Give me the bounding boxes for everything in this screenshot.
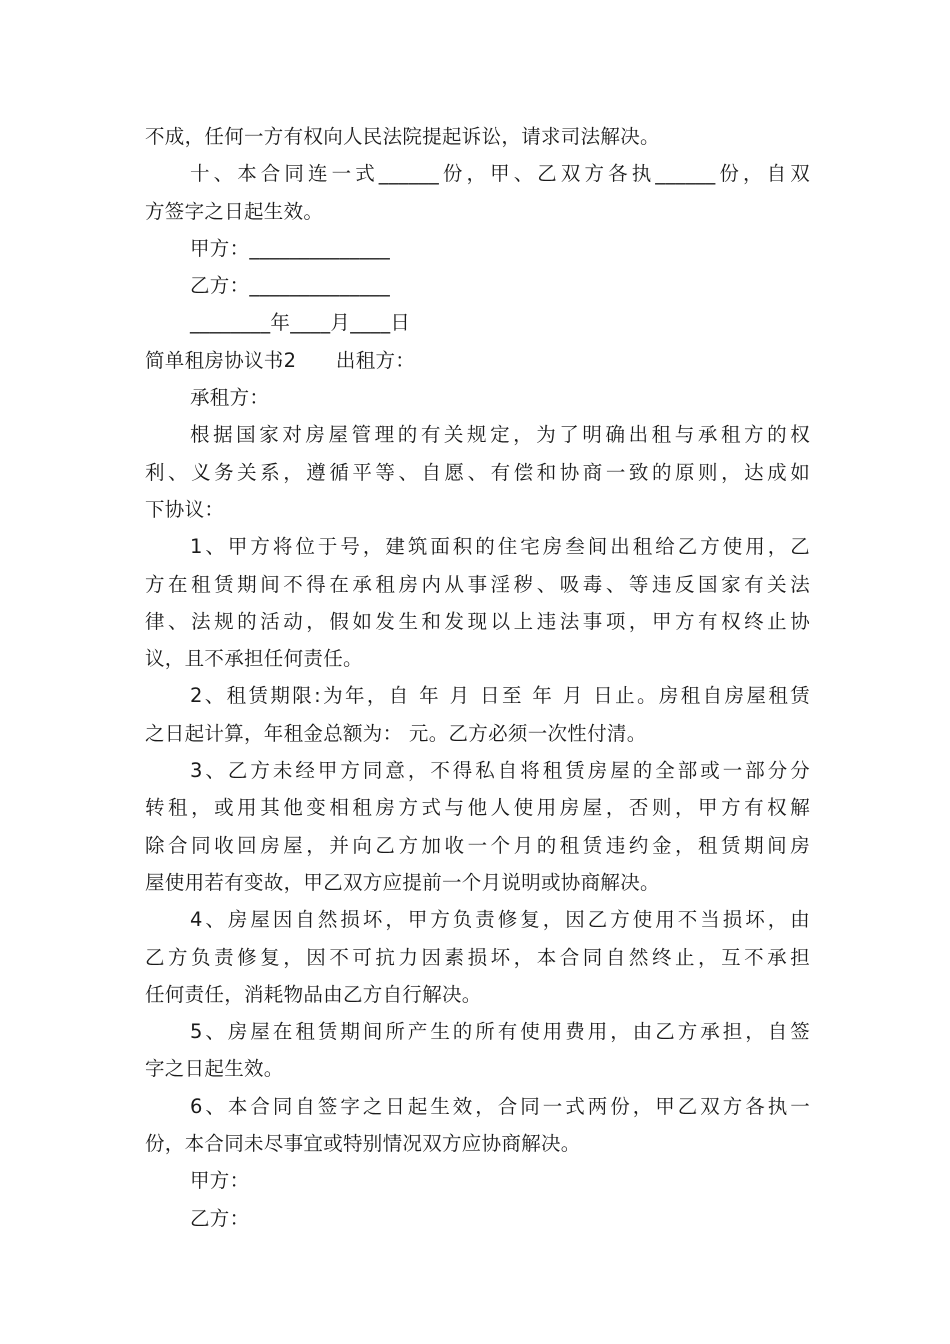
clause-1-line: 议，且不承担任何责任。 [145, 647, 363, 671]
clause-6-line: 份，本合同未尽事宜或特别情况双方应协商解决。 [145, 1132, 581, 1156]
text-line: 不成，任何一方有权向人民法院提起诉讼，请求司法解决。 [145, 125, 660, 148]
clause-6-line: 6、本合同自签字之日起生效，合同一式两份，甲乙双方各执一 [190, 1094, 810, 1118]
clause-4-line: 任何责任，消耗物品由乙方自行解决。 [145, 982, 482, 1006]
clause-3-line: 3、乙方未经甲方同意，不得私自将租赁房屋的全部或一部分分 [190, 759, 810, 783]
preamble-line: 利、义务关系，遵循平等、自愿、有偿和协商一致的原则，达成如 [145, 460, 810, 484]
clause-3-line: 转租，或用其他变相租房方式与他人使用房屋，否则，甲方有权解 [145, 796, 810, 820]
party-a-label: 甲方： [190, 1169, 250, 1193]
clause-2-line: 之日起计算，年租金总额为： 元。乙方必须一次性付清。 [145, 721, 647, 745]
clause-4-line: 4、房屋因自然损坏，甲方负责修复，因乙方使用不当损坏，由 [190, 908, 810, 932]
preamble-line: 下协议： [145, 497, 225, 521]
lessee-label: 承租方： [190, 386, 270, 410]
date-line: ________年____月____日 [190, 311, 411, 335]
party-b-label: 乙方： [190, 1206, 250, 1230]
document-page [145, 118, 810, 1237]
clause-3-line: 屋使用若有变故，甲乙双方应提前一个月说明或协商解决。 [145, 870, 660, 894]
clause-2-line: 2、租赁期限:为年，自 年 月 日至 年 月 日止。房租自房屋租赁 [190, 684, 810, 708]
clause-ten-line: 十、本合同连一式______份，甲、乙双方各执______份，自双 [190, 162, 810, 186]
party-a-signature-line: 甲方：______________ [190, 236, 391, 260]
clause-5-line: 5、房屋在租赁期间所产生的所有使用费用，由乙方承担，自签 [190, 1020, 810, 1044]
preamble-line: 根据国家对房屋管理的有关规定，为了明确出租与承租方的权 [190, 423, 810, 447]
text-line: 方签字之日起生效。 [145, 199, 324, 223]
clause-4-line: 乙方负责修复，因不可抗力因素损坏，本合同自然终止，互不承担 [145, 945, 810, 969]
clause-1-line: 方在租赁期间不得在承租房内从事淫秽、吸毒、等违反国家有关法 [145, 572, 810, 596]
party-b-signature-line: 乙方：______________ [190, 274, 391, 298]
clause-1-line: 1、甲方将位于号，建筑面积的住宅房叁间出租给乙方使用，乙 [190, 535, 810, 559]
clause-1-line: 律、法规的活动，假如发生和发现以上违法事项，甲方有权终止协 [145, 609, 810, 633]
section-title: 简单租房协议书2 出租方： [145, 348, 416, 372]
clause-5-line: 字之日起生效。 [145, 1057, 284, 1081]
clause-3-line: 除合同收回房屋，并向乙方加收一个月的租赁违约金，租赁期间房 [145, 833, 810, 857]
